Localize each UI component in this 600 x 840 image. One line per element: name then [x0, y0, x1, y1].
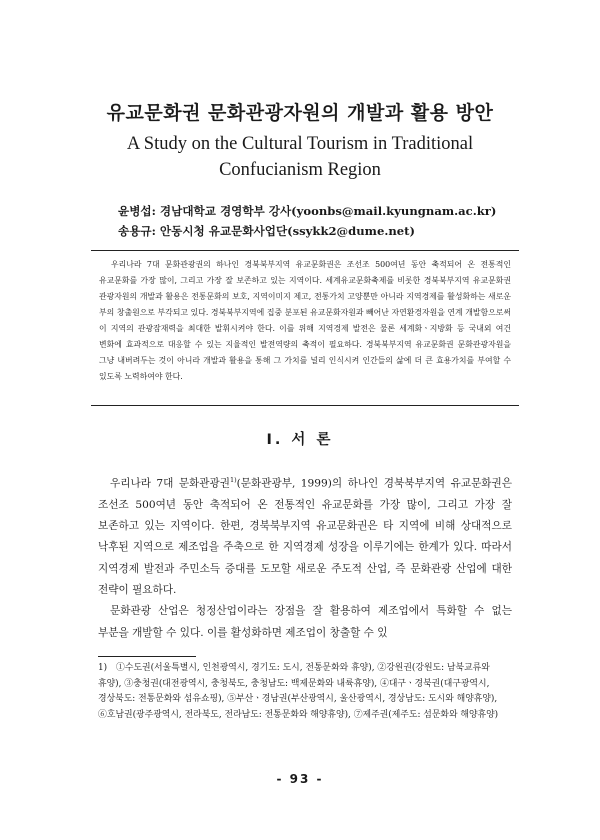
korean-title: 유교문화권 문화관광자원의 개발과 활용 방안	[106, 102, 494, 124]
body-text	[98, 470, 512, 644]
footnote-reference[interactable]: 1)	[230, 476, 237, 484]
english-title-line-2: Confucianism Region	[219, 160, 381, 180]
body-paragraph-1	[98, 470, 512, 601]
abstract: 우리나라 7대 문화관광권의 하나인 경북북부지역 유교문화권은 조선조 500여년 동안 축적되어 온 전통적인 유교문화를 가장 많이, 그리고 가장 잘 보존하고 있는 지역이다. 세계유교문화축제를 비롯한 경북북부지역 유교문화권 관광자원의 개발과 활용은 전통문화의 보호, 지역이미지 제고, 전통가치 고양뿐만 아니라 지역경제를 활성화하는 새로운 부의 창출원으로 부각되고 있다. 경북북부지역에 집중 분포된 유교문화자원과 빼어난 자연환경자원을 연계 개발함으로써 이 지역의 관광잠재력을 최대한 발휘시켜야 한다. 이를 위해 지역경제 발전은 물론 세계화ㆍ지방화 등 국내외 여건 변화에 효과적으로 대응할 수 있는 지율적인 발전역량의 축적이 필요하다. 경북북부지역 유교문화권 문화관광자원을 그냥 내버려두는 것이 아니라 개발과 활용을 통해 그 가치를 널리 인식시켜 인간들의 삶에 더 큰 효용가치를 부여할 수 있도록 노력하여야 한다.	[99, 260, 511, 381]
body-p1-rest: (문화관광부, 1999)의 하나인 경북북부지역 유교문화권은 조선조 500여년 동안 축적되어 온 전통적인 유교문화를 가장 많이, 그리고 가장 잘 보존하고 있는 지역이다. 한편, 경북북부지역 유교문화권은 타 지역에 비해 상대적으로 낙후된 지역으로 제조업을 주축으로 한 지역경제 성장을 이루기에는 한계가 있다. 따라서 지역경제 발전과 주민소득 증대를 도모할 새로운 주도적 산업, 즉 문화관광 산업에 대한 전략이 필요하다.	[98, 477, 513, 597]
footnote	[98, 661, 514, 723]
abstract-top-rule	[91, 250, 519, 251]
english-title-line-1: A Study on the Cultural Tourism in Traditional	[126, 134, 474, 154]
english-title	[0, 131, 600, 183]
footnote-rule	[98, 656, 196, 657]
body-paragraph-2: 문화관광 산업은 청정산업이라는 장점을 잘 활용하여 제조업에서 특화할 수 없는 부분을 개발할 수 있다. 이를 활성화하면 제조업이 창출할 수 있	[98, 605, 512, 639]
footnote-number: 1)	[98, 663, 108, 673]
body-p1-start: 우리나라 7대 문화관광권	[110, 477, 230, 490]
page-number: - 93 -	[276, 772, 324, 786]
author-2: 송용규: 안동시청 유교문화사업단(ssykk2@dume.net)	[118, 224, 416, 238]
section-heading: Ⅰ. 서 론	[266, 432, 334, 448]
abstract-bottom-rule	[91, 405, 519, 406]
footnote-text: ①수도권(서울특별시, 인천광역시, 경기도: 도시, 전통문화와 휴양), ②강원권(강원도: 남북교류와 휴양), ③충청권(대전광역시, 충청북도, 충청남도: 백제문화와 내륙휴양), ④대구ㆍ경북권(대구광역시, 경상북도: 전통문화와 섬유쇼핑), ⑤부산ㆍ경남권(부산광역시, 울산광역시, 경상남도: 도시와 해양휴양), ⑥호남권(광주광역시, 전라북도, 전라남도: 전통문화와 해양휴양), ⑦제주권(제주도: 섬문화와 해양휴양)	[98, 663, 499, 720]
author-block	[118, 201, 538, 241]
author-1: 윤병섭: 경남대학교 경영학부 강사(yoonbs@mail.kyungnam.ac.kr)	[118, 204, 497, 218]
